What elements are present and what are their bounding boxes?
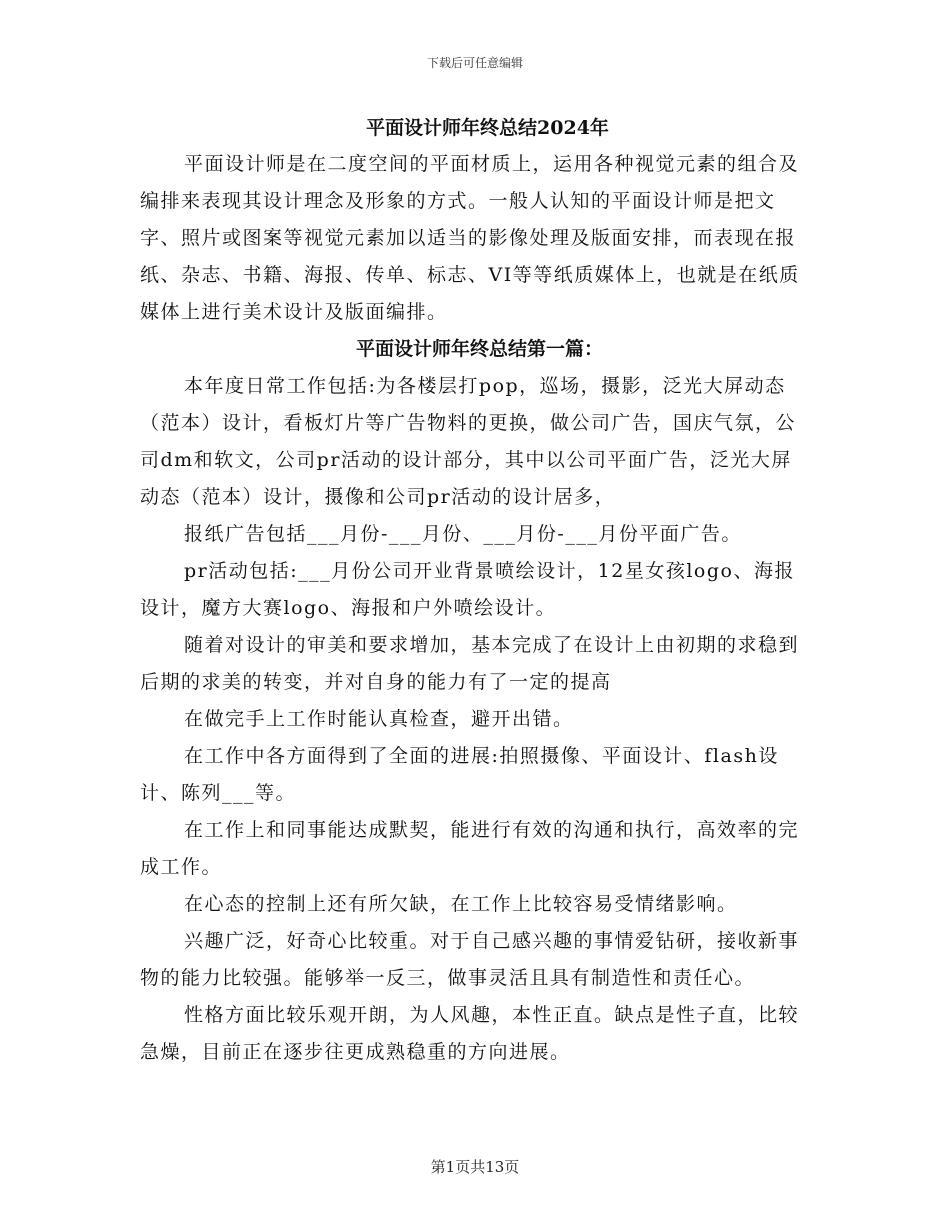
page-number: 第1页共13页 xyxy=(430,1158,520,1176)
document-body xyxy=(140,110,805,1071)
body-paragraph: 在做完手上工作时能认真检查，避开出错。 xyxy=(184,708,574,730)
body-paragraph: 随着对设计的审美和要求增加，基本完成了在设计上由初期的求稳到后期的求美的转变，并对自身的能力有了一定的提高 xyxy=(140,634,800,693)
header-note: 下载后可任意编辑 xyxy=(426,56,523,70)
body-paragraph: 在工作中各方面得到了全面的进展:拍照摄像、平面设计、flash设计、陈列___等。 xyxy=(140,745,779,804)
body-paragraph: 本年度日常工作包括:为各楼层打pop，巡场，摄影，泛光大屏动态（范本）设计，看板灯片等广告物料的更换，做公司广告，国庆气氛，公司dm和软文，公司pr活动的设计部分，其中以公司平面广告，泛光大屏动态（范本）设计，摄像和公司pr活动的设计居多， xyxy=(140,375,797,508)
body-paragraph: 兴趣广泛，好奇心比较重。对于自己感兴趣的事情爱钻研，接收新事物的能力比较强。能够举一反三，做事灵活且具有制造性和责任心。 xyxy=(140,930,800,989)
intro-paragraph: 平面设计师是在二度空间的平面材质上，运用各种视觉元素的组合及编排来表现其设计理念及形象的方式。一般人认知的平面设计师是把文字、照片或图案等视觉元素加以适当的影像处理及版面安排，而表现在报纸、杂志、书籍、海报、传单、标志、VI等等纸质媒体上，也就是在纸质媒体上进行美术设计及版面编排。 xyxy=(140,153,800,323)
body-paragraph: 性格方面比较乐观开朗，为人风趣，本性正直。缺点是性子直，比较急燥，目前正在逐步往更成熟稳重的方向进展。 xyxy=(140,1004,800,1063)
section-title: 平面设计师年终总结第一篇： xyxy=(355,338,603,360)
body-paragraph: 在工作上和同事能达成默契，能进行有效的沟通和执行，高效率的完成工作。 xyxy=(140,819,800,878)
body-paragraph: 报纸广告包括___月份-___月份、___月份-___月份平面广告。 xyxy=(184,523,742,545)
body-paragraph: pr活动包括:___月份公司开业背景喷绘设计，12星女孩logo、海报设计，魔方大赛logo、海报和户外喷绘设计。 xyxy=(140,560,795,619)
body-paragraph: 在心态的控制上还有所欠缺，在工作上比较容易受情绪影响。 xyxy=(184,893,738,915)
document-title: 平面设计师年终总结2024年 xyxy=(366,117,609,139)
